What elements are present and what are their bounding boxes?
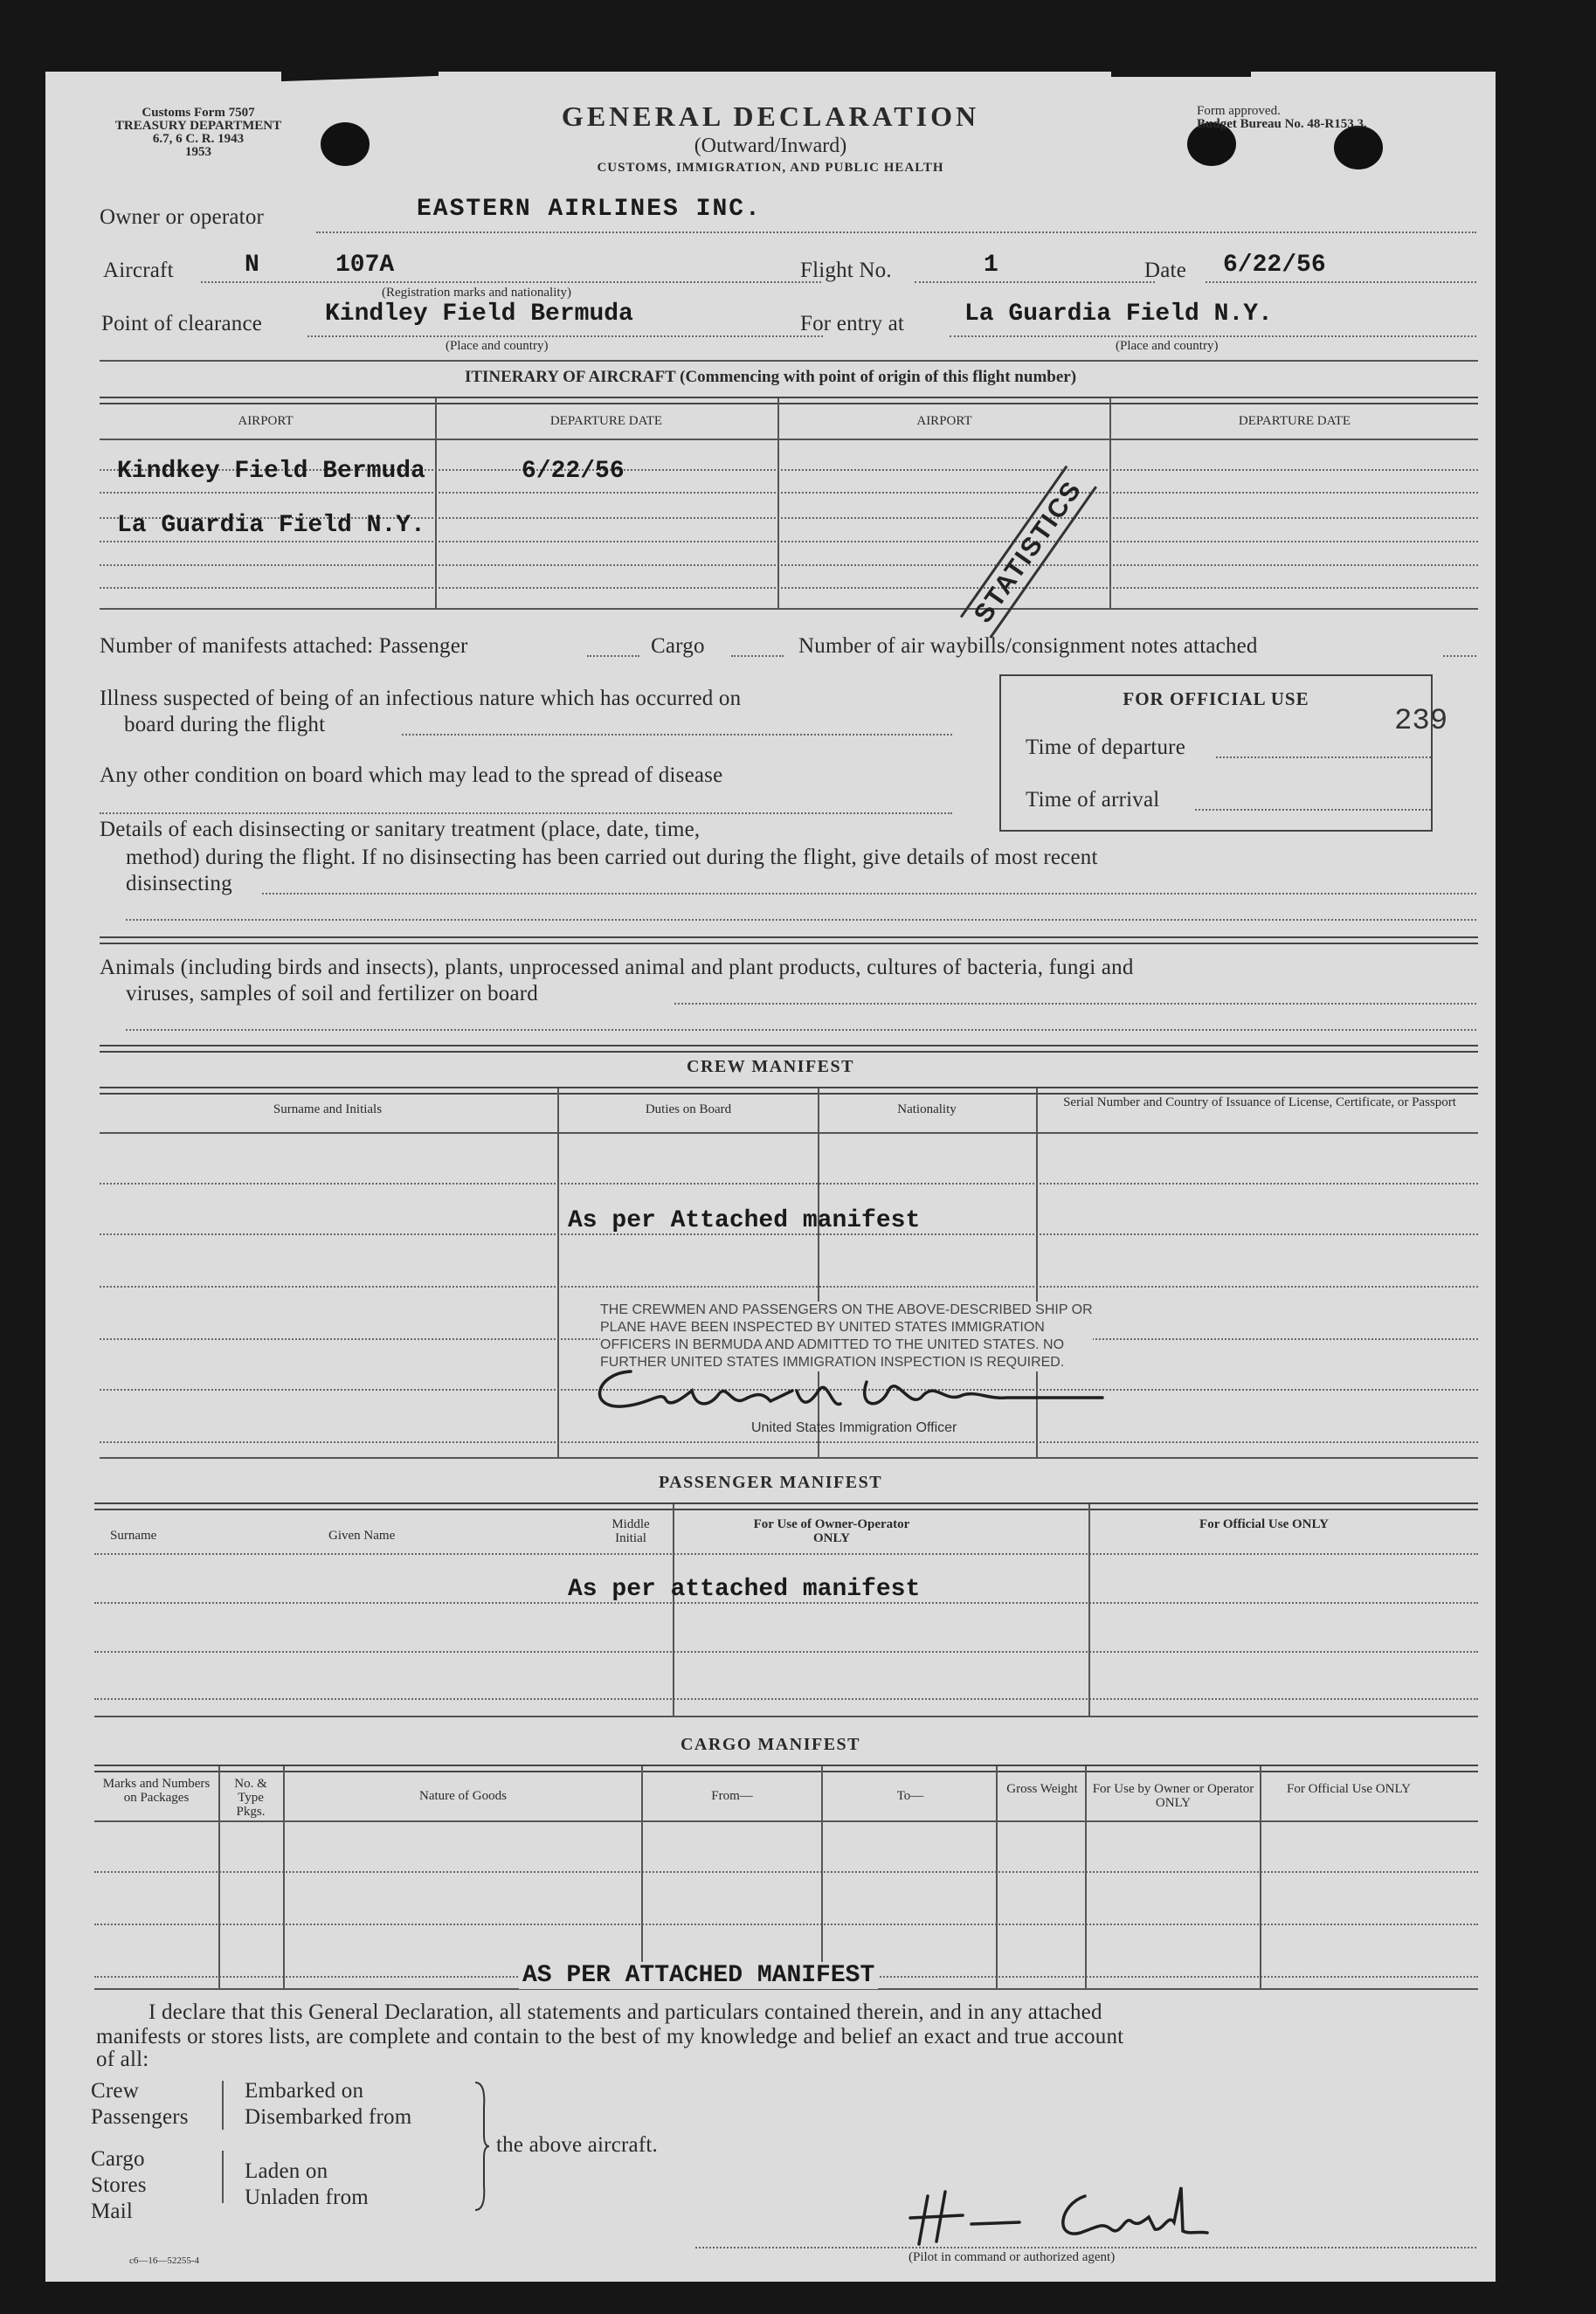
illness-label-line1: Illness suspected of being of an infectious nature which has occurred on [100, 687, 742, 710]
itinerary-row-1-airport: Kindkey Field Bermuda [117, 458, 425, 485]
print-code: c6—16—52255-4 [129, 2255, 200, 2266]
crew-col-surname: Surname and Initials [273, 1102, 383, 1116]
above-aircraft-label: the above aircraft. [496, 2133, 658, 2157]
passenger-col-given: Given Name [328, 1529, 396, 1543]
passenger-note: As per attached manifest [568, 1576, 921, 1603]
cargo-col-to: To— [896, 1789, 924, 1803]
cargo-col-from: From— [711, 1789, 753, 1803]
budget-bureau-number: Budget Bureau No. 48-R153.3. [1197, 117, 1367, 131]
declaration-line-1: I declare that this General Declaration, all statements and particulars contained therein, and in any attached [149, 2000, 1102, 2024]
customs-form-number: Customs Form 7507 [142, 106, 255, 120]
passenger-top-rule [94, 1502, 1478, 1510]
flight-number: 1 [984, 252, 998, 279]
cargo-col-owner: For Use by Owner or Operator ONLY [1092, 1782, 1254, 1810]
time-of-arrival-label: Time of arrival [1026, 788, 1160, 812]
official-use-box [999, 674, 1433, 832]
form-year: 1953 [185, 145, 211, 159]
statistics-stamp: STATISTICS [960, 466, 1097, 639]
torn-edge [281, 64, 439, 81]
crew-top-rule [100, 1087, 1478, 1095]
cargo-col-goods: Nature of Goods [419, 1789, 507, 1803]
itinerary-col-date-2: DEPARTURE DATE [1238, 414, 1351, 428]
manifests-label: Number of manifests attached: Passenger [100, 634, 468, 658]
crew-item: Crew [91, 2079, 139, 2103]
clearance-note: (Place and country) [446, 339, 549, 353]
stamp-line-4: FURTHER UNITED STATES IMMIGRATION INSPECTION IS REQUIRED. [600, 1355, 1065, 1370]
stores-item: Stores [91, 2173, 147, 2197]
aircraft-note: (Registration marks and nationality) [382, 286, 572, 300]
date-value: 6/22/56 [1223, 252, 1326, 279]
clearance-label: Point of clearance [101, 312, 263, 335]
crew-col-duties: Duties on Board [645, 1102, 732, 1116]
animals-label-line1: Animals (including birds and insects), plants, unprocessed animal and plant products, cultures of bacteria, fungi and [100, 956, 1134, 979]
treasury-department: TREASURY DEPARTMENT [114, 119, 282, 133]
passenger-col-surname: Surname [110, 1529, 157, 1543]
date-label: Date [1144, 259, 1186, 282]
passenger-col-middle: Middle Initial [611, 1517, 650, 1545]
illness-label-line2: board during the flight [124, 713, 326, 736]
form-approved: Form approved. [1197, 104, 1281, 118]
health-divider [100, 936, 1478, 944]
crew-col-nationality: Nationality [897, 1102, 957, 1116]
form-subtitle: (Outward/Inward) [694, 135, 847, 157]
owner-label: Owner or operator [100, 205, 265, 229]
unladen-item: Unladen from [245, 2186, 369, 2209]
itinerary-col-date-1: DEPARTURE DATE [549, 414, 663, 428]
stamp-line-2: PLANE HAVE BEEN INSPECTED BY UNITED STATES IMMIGRATION [600, 1320, 1045, 1335]
mail-item: Mail [91, 2200, 134, 2223]
crew-col-serial: Serial Number and Country of Issuance of License, Certificate, or Passport [1063, 1095, 1456, 1109]
clearance-value: Kindley Field Bermuda [325, 300, 633, 328]
passengers-item: Passengers [91, 2105, 189, 2129]
crew-note: As per Attached manifest [568, 1207, 921, 1234]
stamp-line-3: OFFICERS IN BERMUDA AND ADMITTED TO THE UNITED STATES. NO [600, 1337, 1065, 1352]
torn-edge [1111, 66, 1251, 77]
pilot-label: (Pilot in command or authorized agent) [909, 2250, 1116, 2264]
itinerary-title: ITINERARY OF AIRCRAFT (Commencing with point of origin of this flight number) [464, 368, 1077, 386]
passenger-col-owner: For Use of Owner-Operator ONLY [753, 1517, 910, 1545]
cargo-top-rule [94, 1765, 1478, 1772]
owner-value: EASTERN AIRLINES INC. [417, 196, 762, 223]
cargo-col-marks: Marks and Numbers on Packages [102, 1777, 211, 1805]
laden-item: Laden on [245, 2159, 328, 2183]
itinerary-top-rule [100, 397, 1478, 404]
official-use-title: FOR OFFICIAL USE [1123, 688, 1309, 709]
embarked-item: Embarked on [245, 2079, 364, 2103]
form-title: GENERAL DECLARATION [561, 100, 980, 132]
cargo-item: Cargo [91, 2147, 145, 2171]
aircraft-registration: 107A [335, 252, 395, 279]
animals-divider [100, 1045, 1478, 1053]
entry-value: La Guardia Field N.Y. [964, 300, 1273, 328]
entry-label: For entry at [800, 312, 905, 335]
cargo-col-weight: Gross Weight [1006, 1782, 1078, 1796]
cargo-manifest-title: CARGO MANIFEST [680, 1735, 860, 1754]
approval-block [1197, 105, 1367, 131]
stamp-line-1: THE CREWMEN AND PASSENGERS ON THE ABOVE-DESCRIBED SHIP OR [600, 1302, 1093, 1317]
cargo-col-official: For Official Use ONLY [1287, 1782, 1411, 1796]
details-label-line3: disinsecting [126, 872, 232, 895]
itinerary-row-2-airport: La Guardia Field N.Y. [117, 512, 425, 539]
details-label-line1: Details of each disinsecting or sanitary treatment (place, date, time, [100, 818, 701, 841]
form-tagline: CUSTOMS, IMMIGRATION, AND PUBLIC HEALTH [597, 161, 944, 175]
itinerary-col-airport-2: AIRPORT [916, 414, 972, 428]
other-condition-label: Any other condition on board which may lead to the spread of disease [100, 763, 723, 787]
crew-manifest-title: CREW MANIFEST [687, 1057, 854, 1076]
aircraft-label: Aircraft [103, 259, 174, 282]
waybills-label: Number of air waybills/consignment notes attached [798, 634, 1258, 658]
official-number: 239 [1394, 705, 1448, 738]
cargo-note: AS PER ATTACHED MANIFEST [519, 1962, 878, 1989]
declaration-line-3: of all: [96, 2048, 149, 2071]
passenger-col-official: For Official Use ONLY [1199, 1517, 1329, 1531]
details-label-line2: method) during the flight. If no disinsecting has been carried out during the flight, give details of most recent [126, 846, 1098, 869]
passenger-manifest-title: PASSENGER MANIFEST [658, 1473, 883, 1492]
declaration-form [45, 72, 1496, 2282]
itinerary-col-airport-1: AIRPORT [238, 414, 294, 428]
declaration-line-2: manifests or stores lists, are complete and contain to the best of my knowledge and belief an exact and true account [96, 2025, 1124, 2048]
itinerary-row-1-date: 6/22/56 [522, 458, 625, 485]
cargo-col-packages: No. & Type Pkgs. [234, 1777, 267, 1819]
brace-icon [473, 2081, 491, 2212]
aircraft-prefix: N [245, 252, 259, 279]
cfr-reference: 6.7, 6 C. R. 1943 [152, 132, 245, 146]
animals-label-line2: viruses, samples of soil and fertilizer on board [126, 982, 538, 1005]
immigration-officer-signature-icon [578, 1356, 1120, 1426]
time-of-departure-label: Time of departure [1026, 736, 1185, 759]
disembarked-item: Disembarked from [245, 2105, 412, 2129]
flight-label: Flight No. [800, 259, 892, 282]
pilot-signature-icon [902, 2179, 1216, 2257]
entry-note: (Place and country) [1116, 339, 1219, 353]
cargo-manifests-label: Cargo [651, 634, 705, 658]
officer-label: United States Immigration Officer [751, 1420, 957, 1435]
